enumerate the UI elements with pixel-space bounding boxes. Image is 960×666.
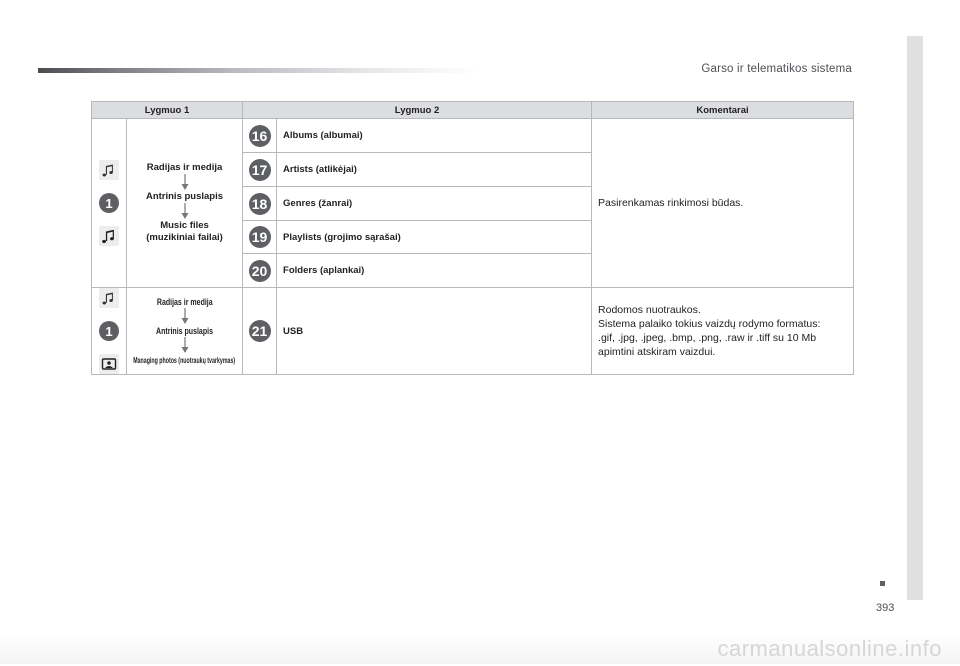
comment-line: apimtini atskiram vaizdui. — [598, 346, 716, 358]
level2-badge-cell — [243, 187, 277, 221]
chain-item-radio-media: Radijas ir medija — [146, 162, 223, 173]
menu-level-table — [91, 101, 854, 375]
level2-badge: 19 — [249, 226, 271, 248]
arrow-down-icon — [180, 174, 190, 191]
page-marker — [880, 581, 885, 586]
page-header-title: Garso ir telematikos sistema — [701, 63, 852, 75]
level1-navigation-chain — [127, 162, 242, 244]
level1-chain-cell — [127, 119, 243, 288]
level1-chain-cell — [127, 288, 243, 375]
column-header-level1: Lygmuo 1 — [92, 102, 243, 119]
header-gradient-line — [38, 68, 478, 73]
level2-badge: 21 — [249, 320, 271, 342]
level1-navigation-chain — [127, 296, 242, 366]
arrow-down-icon — [180, 203, 190, 220]
level2-label: Playlists (grojimo sąrašai) — [277, 221, 592, 254]
right-margin-bar — [907, 36, 923, 600]
comment-line: Rodomos nuotraukos. — [598, 304, 701, 316]
level2-badge: 16 — [249, 125, 271, 147]
table-header-row — [92, 102, 854, 119]
music-files-icon — [99, 226, 119, 246]
chain-item-radio-media: Radijas ir medija — [156, 297, 213, 307]
level2-badge-cell — [243, 254, 277, 288]
watermark-band — [0, 634, 960, 664]
level2-label: Genres (žanrai) — [277, 187, 592, 221]
level-badge: 1 — [99, 321, 119, 341]
music-note-icon — [99, 160, 119, 180]
watermark-text: carmanualsonline.info — [717, 636, 942, 661]
arrow-down-icon — [180, 337, 190, 354]
level2-badge-cell — [243, 221, 277, 254]
chain-item-music-files: Music files (muzikiniai failai) — [146, 220, 223, 243]
level2-badge-cell — [243, 288, 277, 375]
level1-icon-cell — [92, 119, 127, 288]
comment-line: Sistema palaiko tokius vaizdų rodymo formatus: — [598, 318, 821, 330]
level2-badge: 17 — [249, 159, 271, 181]
level2-label: Artists (atlikėjai) — [277, 153, 592, 187]
table-row — [92, 288, 854, 375]
comment-cell: Pasirenkamas rinkimosi būdas. — [592, 119, 854, 288]
arrow-down-icon — [180, 308, 190, 325]
level2-badge-cell — [243, 153, 277, 187]
level2-label: USB — [277, 288, 592, 375]
level2-badge-cell — [243, 119, 277, 153]
level2-badge: 20 — [249, 260, 271, 282]
chain-item-secondary-page: Antrinis puslapis — [145, 191, 224, 202]
column-header-level2: Lygmuo 2 — [243, 102, 592, 119]
level2-label: Albums (albumai) — [277, 119, 592, 153]
music-note-icon — [99, 288, 119, 308]
page-number: 393 — [876, 602, 895, 614]
level-badge: 1 — [99, 193, 119, 213]
comment-line: .gif, .jpg, .jpeg, .bmp, .png, .raw ir .tiff su 10 Mb — [598, 332, 817, 344]
column-header-comments: Komentarai — [592, 102, 854, 119]
level2-badge: 18 — [249, 193, 271, 215]
level1-icon-cell — [92, 288, 127, 375]
chain-item-secondary-page: Antrinis puslapis — [156, 326, 213, 336]
level2-label: Folders (aplankai) — [277, 254, 592, 288]
photo-icon — [99, 354, 119, 374]
table-row — [92, 119, 854, 153]
comment-cell — [592, 288, 854, 375]
chain-item-managing-photos: Managing photos (nuotraukų tvarkymas) — [133, 355, 236, 365]
